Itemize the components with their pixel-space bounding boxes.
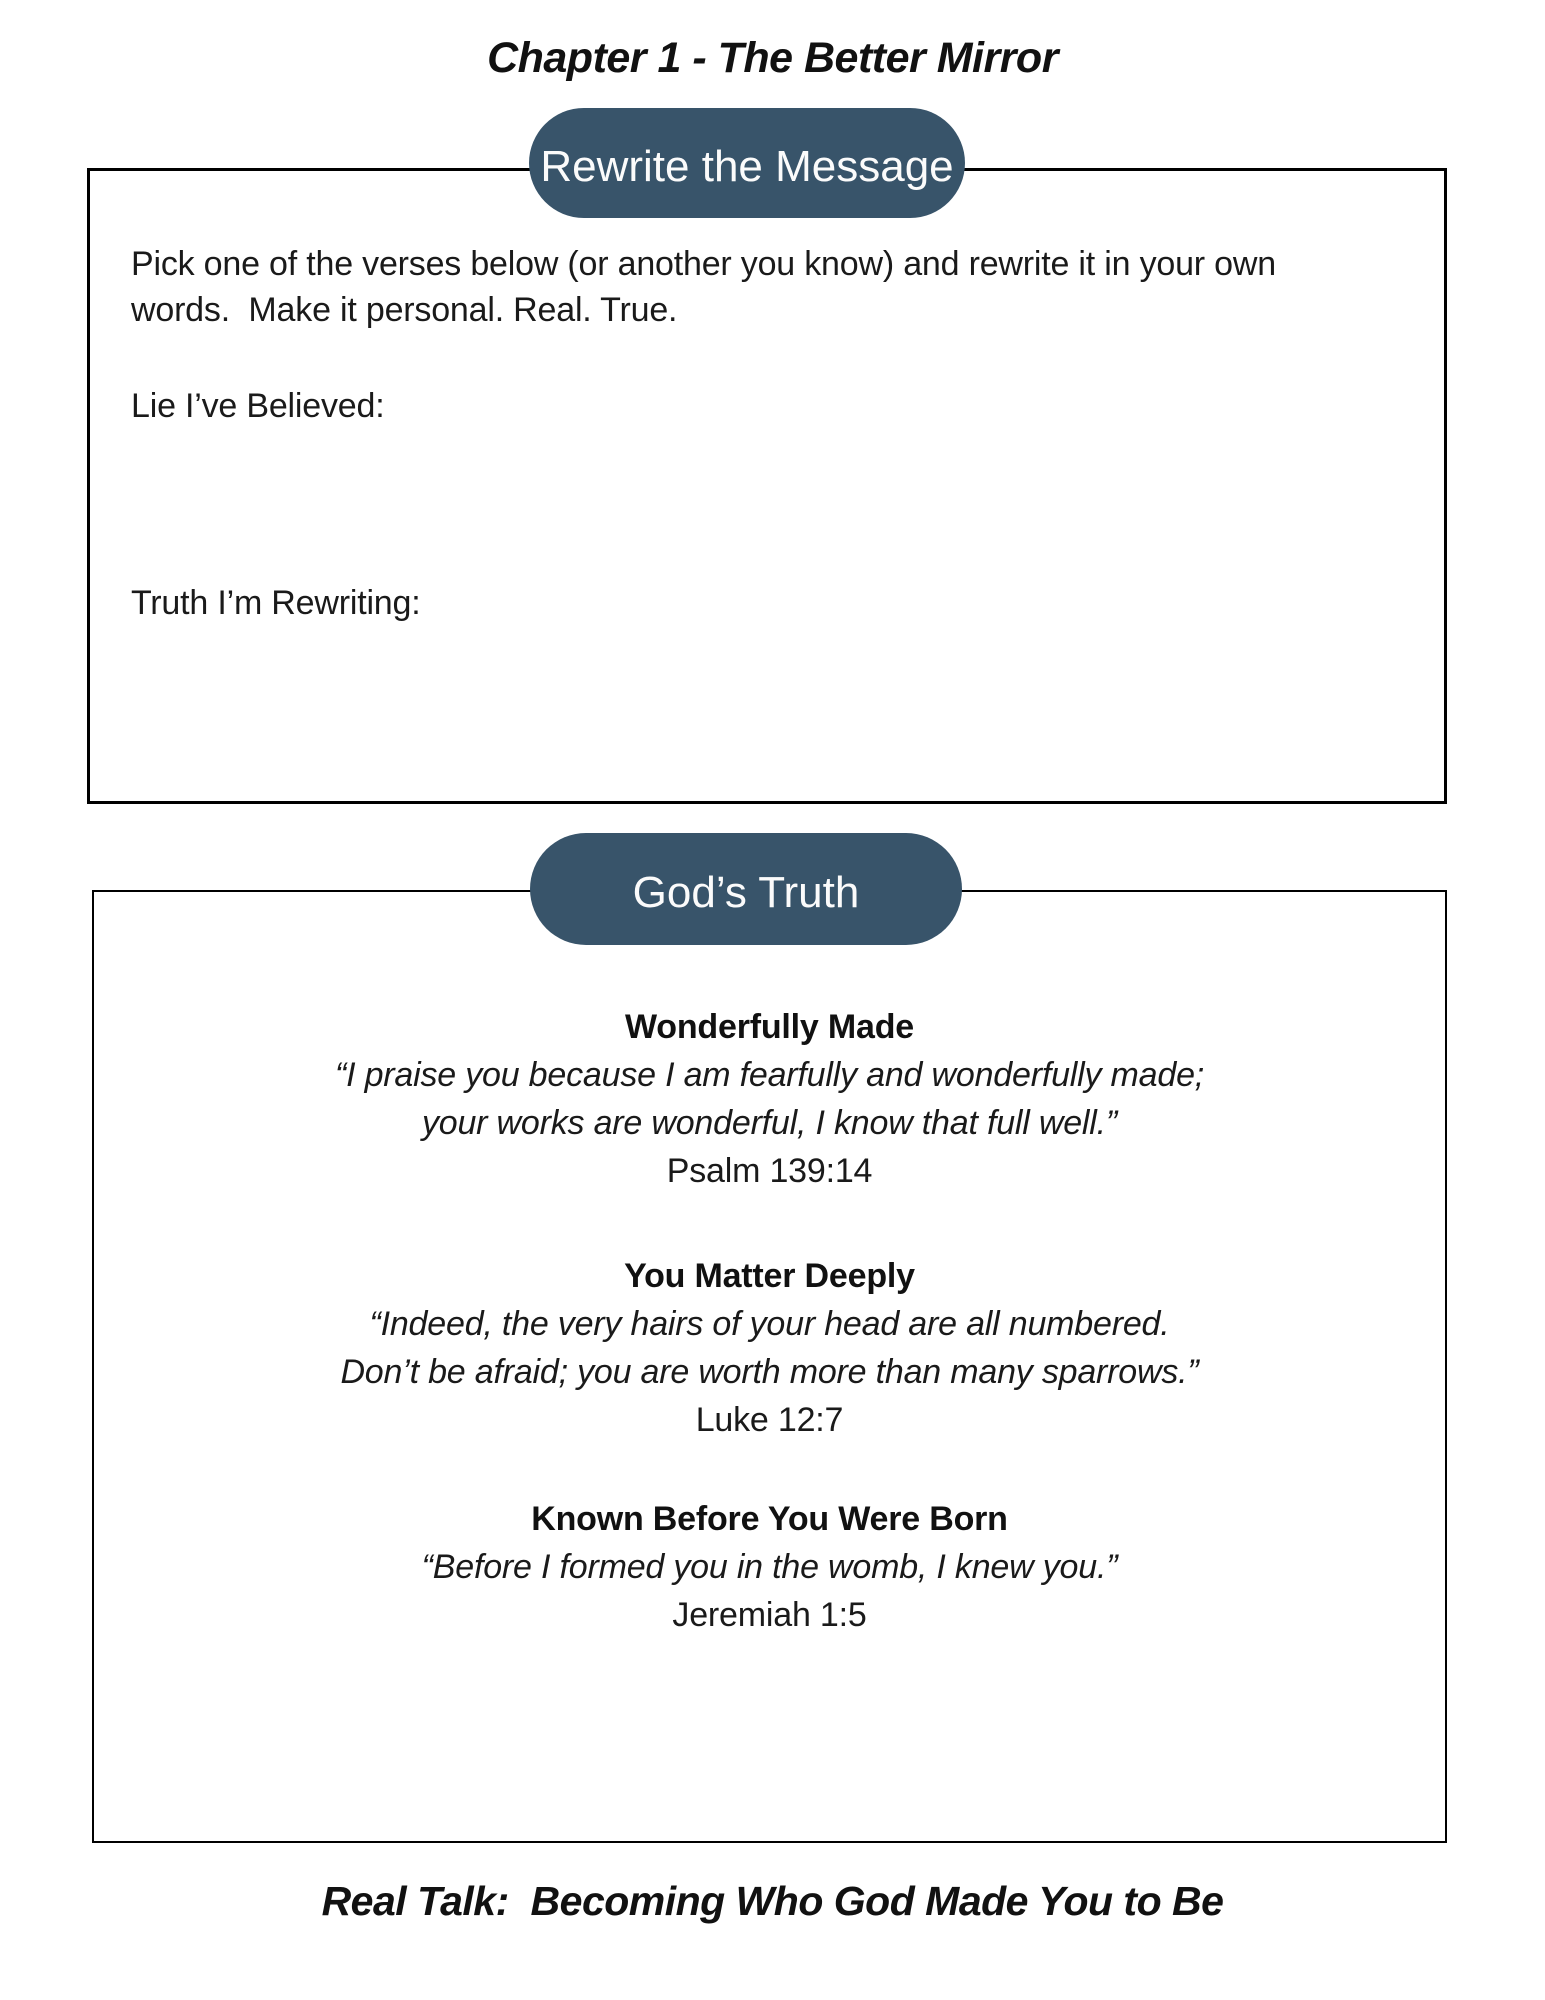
verse-reference: Jeremiah 1:5 bbox=[672, 1596, 867, 1634]
verse-heading: Known Before You Were Born bbox=[531, 1500, 1008, 1538]
prompt-truth-rewriting: Truth I’m Rewriting: bbox=[131, 584, 421, 622]
verse-reference: Psalm 139:14 bbox=[666, 1152, 873, 1190]
verse-quote-line: your works are wonderful, I know that full well.” bbox=[421, 1104, 1118, 1142]
verse-wonderfully-made bbox=[94, 1003, 1445, 1195]
rewrite-instructions: Pick one of the verses below (or another you know) and rewrite it in your own words. Make it personal. Real. True. bbox=[131, 245, 1286, 329]
verse-quote-line: “Indeed, the very hairs of your head are all numbered. bbox=[369, 1305, 1170, 1343]
verse-heading: You Matter Deeply bbox=[624, 1257, 915, 1295]
verse-reference: Luke 12:7 bbox=[695, 1401, 844, 1439]
verse-quote-line: “Before I formed you in the womb, I knew you.” bbox=[421, 1548, 1118, 1586]
verse-heading: Wonderfully Made bbox=[625, 1008, 914, 1046]
truth-section-pill bbox=[530, 833, 962, 945]
rewrite-section-pill bbox=[529, 108, 965, 218]
rewrite-section-pill-label: Rewrite the Message bbox=[540, 142, 954, 191]
truth-section-pill-label: God’s Truth bbox=[632, 868, 860, 917]
verse-quote-line: Don’t be afraid; you are worth more than many sparrows.” bbox=[340, 1353, 1199, 1391]
prompt-lie-believed: Lie I’ve Believed: bbox=[131, 387, 385, 425]
verse-you-matter-deeply bbox=[94, 1252, 1445, 1444]
verse-known-before-born bbox=[94, 1495, 1445, 1639]
rewrite-section-box bbox=[87, 168, 1447, 804]
chapter-title: Chapter 1 - The Better Mirror bbox=[487, 34, 1058, 82]
truth-section-box bbox=[92, 890, 1447, 1843]
verse-quote-line: “I praise you because I am fearfully and wonderfully made; bbox=[334, 1056, 1205, 1094]
book-title-footer: Real Talk: Becoming Who God Made You to Be bbox=[321, 1878, 1224, 1924]
